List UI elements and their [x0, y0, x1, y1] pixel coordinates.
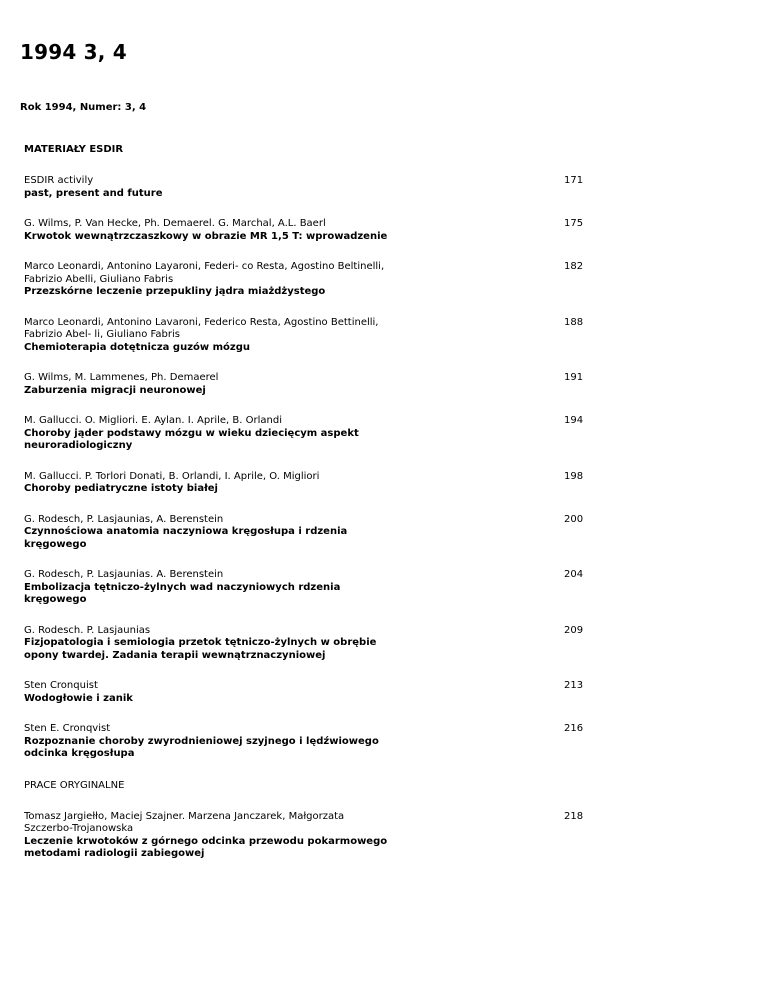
article-page-number: 198	[564, 470, 584, 482]
article-text	[24, 680, 394, 705]
article-entry	[24, 723, 604, 761]
article-page-number: 216	[564, 723, 584, 734]
article-authors: Sten Cronquist	[24, 680, 98, 691]
article-entry	[24, 625, 604, 663]
article-authors: Marco Leonardi, Antonino Lavaroni, Federico Resta, Agostino Bettinelli, Fabrizio Abel- li, Giuliano Fabris	[24, 316, 379, 340]
article-authors: M. Gallucci. O. Migliori. E. Aylan. I. Aprile, B. Orlandi	[24, 415, 282, 426]
article-entry	[24, 811, 604, 861]
article-title-link[interactable]: Rozpoznanie choroby zwyrodnieniowej szyjnego i lędźwiowego odcinka kręgosłupa	[24, 735, 379, 759]
issue-subtitle: Rok 1994, Numer: 3, 4	[20, 102, 147, 113]
article-entry	[24, 569, 604, 607]
article-title-link[interactable]: Chemioterapia dotętnicza guzów mózgu	[24, 341, 250, 353]
article-entry	[24, 514, 604, 552]
article-title-link[interactable]: Czynnościowa anatomia naczyniowa kręgosłupa i rdzenia kręgowego	[24, 526, 348, 550]
article-page-number: 204	[564, 569, 584, 580]
article-page-number: 182	[564, 261, 584, 272]
section-heading: PRACE ORYGINALNE	[24, 779, 125, 791]
article-authors: G. Wilms, M. Lammenes, Ph. Demaerel	[24, 372, 219, 383]
article-page-number: 209	[564, 624, 584, 636]
section-heading: MATERIAŁY ESDIR	[24, 144, 124, 155]
table-of-contents	[24, 143, 604, 879]
article-text	[24, 723, 394, 761]
article-page-number: 194	[564, 415, 584, 426]
article-title-link[interactable]: Choroby pediatryczne istoty białej	[24, 483, 218, 494]
article-text	[24, 415, 394, 453]
article-authors: Sten E. Cronqvist	[24, 723, 111, 734]
article-text	[24, 514, 394, 552]
article-text	[24, 625, 394, 663]
article-title-link[interactable]: Choroby jąder podstawy mózgu w wieku dziecięcym aspekt neuroradiologiczny	[24, 427, 359, 451]
issue-title: 1994 3, 4	[20, 40, 127, 64]
article-page-number: 218	[564, 810, 584, 822]
article-title-link[interactable]: Fizjopatologia i semiologia przetok tętniczo-żylnych w obrębie opony twardej. Zadania terapii wewnątrznaczyniowej	[24, 637, 377, 661]
article-entry	[24, 175, 604, 200]
article-text	[24, 372, 394, 397]
article-text	[24, 811, 394, 861]
article-page-number: 213	[564, 680, 584, 691]
article-title-link[interactable]: Wodogłowie i zanik	[24, 692, 133, 704]
article-title-link[interactable]: Zaburzenia migracji neuronowej	[24, 384, 206, 396]
article-entry	[24, 415, 604, 453]
article-authors: Marco Leonardi, Antonino Layaroni, Federi- co Resta, Agostino Beltinelli, Fabrizio Abelli, Giuliano Fabris	[24, 261, 385, 285]
article-page-number: 191	[564, 372, 584, 383]
article-title-link[interactable]: Embolizacja tętniczo-żylnych wad naczyniowych rdzenia kręgowego	[24, 581, 341, 605]
article-authors: Tomasz Jargiełło, Maciej Szajner. Marzena Janczarek, Małgorzata Szczerbo-Trojanowska	[24, 810, 345, 834]
article-authors: G. Rodesch, P. Lasjaunias, A. Berenstein	[24, 513, 224, 525]
article-entry	[24, 218, 604, 243]
article-entry	[24, 471, 604, 496]
article-text	[24, 261, 394, 299]
article-entry	[24, 261, 604, 299]
article-entry	[24, 680, 604, 705]
article-authors: M. Gallucci. P. Torlori Donati, B. Orlandi, I. Aprile, O. Migliori	[24, 470, 320, 482]
article-page-number: 200	[564, 513, 584, 525]
article-authors: ESDIR activily	[24, 175, 94, 186]
article-page-number: 175	[564, 218, 584, 229]
article-text	[24, 569, 394, 607]
article-title-link[interactable]: past, present and future	[24, 187, 163, 199]
article-text	[24, 218, 394, 243]
article-page-number: 188	[564, 316, 584, 328]
article-title-link[interactable]: Leczenie krwotoków z górnego odcinka przewodu pokarmowego metodami radiologii zabiegowej	[24, 835, 388, 859]
article-title-link[interactable]: Krwotok wewnątrzczaszkowy w obrazie MR 1,5 T: wprowadzenie	[24, 230, 388, 242]
article-text	[24, 175, 394, 200]
article-authors: G. Wilms, P. Van Hecke, Ph. Demaerel. G. Marchal, A.L. Baerl	[24, 218, 326, 229]
article-authors: G. Rodesch, P. Lasjaunias. A. Berenstein	[24, 569, 224, 580]
article-text	[24, 317, 394, 355]
article-page-number: 171	[564, 175, 584, 186]
article-entry	[24, 317, 604, 355]
article-entry	[24, 372, 604, 397]
article-authors: G. Rodesch. P. Lasjaunias	[24, 624, 151, 636]
article-text	[24, 471, 394, 496]
article-title-link[interactable]: Przezskórne leczenie przepukliny jądra miażdżystego	[24, 286, 326, 297]
